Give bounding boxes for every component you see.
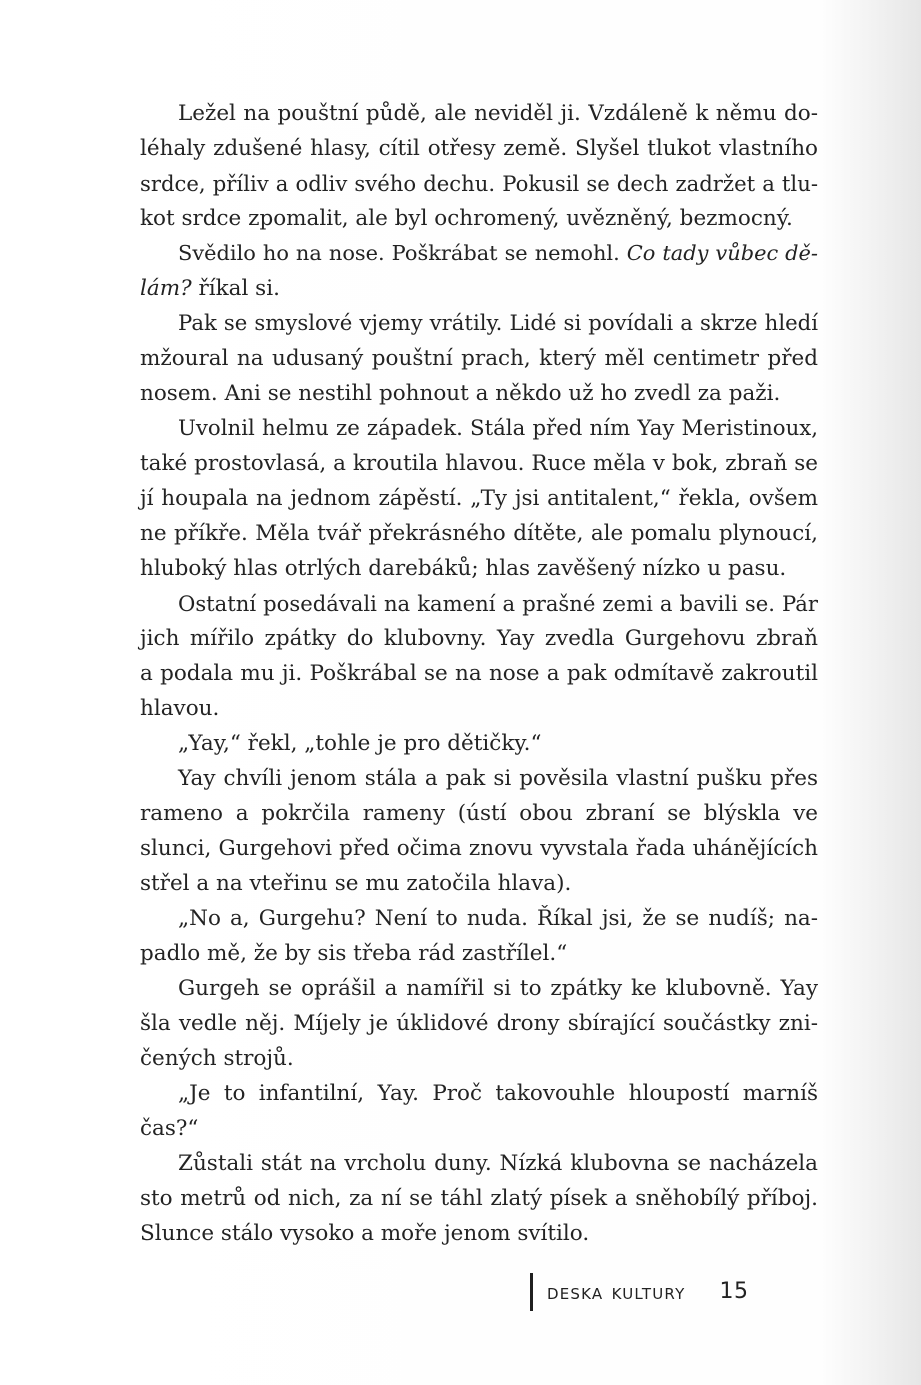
text-line: „Yay,“ řekl, „tohle je pro dětičky.“ bbox=[178, 731, 542, 756]
paragraph bbox=[140, 1076, 818, 1146]
italic-text: lám? bbox=[140, 276, 192, 301]
text-line bbox=[140, 271, 818, 306]
text-line: padlo mě, že by sis třeba rád zastřílel.“ bbox=[140, 941, 568, 966]
text-line bbox=[140, 236, 818, 271]
text-line: srdce, příliv a odliv svého dechu. Pokusil se dech zadržet a tlu- bbox=[140, 171, 818, 196]
paragraph bbox=[140, 726, 818, 761]
running-title: deska kultury bbox=[547, 1279, 686, 1305]
text-line: Ostatní posedávali na kamení a prašné zemi a bavili se. Pár bbox=[178, 591, 818, 616]
text-line: čených strojů. bbox=[140, 1046, 294, 1071]
paragraph bbox=[140, 901, 818, 971]
page-number: 15 bbox=[719, 1279, 749, 1304]
text-line: sto metrů od nich, za ní se táhl zlatý písek a sněhobílý příboj. bbox=[140, 1186, 818, 1211]
text-run: říkal si. bbox=[198, 276, 280, 301]
footer-divider bbox=[530, 1273, 533, 1311]
text-line: Ležel na pouštní půdě, ale neviděl ji. Vzdáleně k němu do- bbox=[178, 101, 818, 126]
paragraph bbox=[140, 236, 818, 306]
text-line: šla vedle něj. Míjely je úklidové drony sbírající součástky zni- bbox=[140, 1011, 818, 1036]
text-line: Uvolnil helmu ze západek. Stála před ním Yay Meristinoux, bbox=[178, 416, 818, 441]
paragraph bbox=[140, 971, 818, 1076]
text-line: Slunce stálo vysoko a moře jenom svítilo. bbox=[140, 1221, 590, 1246]
running-footer bbox=[530, 1274, 749, 1310]
text-line: a podala mu ji. Poškrábal se na nose a pak odmítavě zakroutil bbox=[140, 661, 818, 686]
text-line: jich mířilo zpátky do klubovny. Yay zvedla Gurgehovu zbraň bbox=[140, 626, 818, 651]
text-line: ne příkře. Měla tvář překrásného dítěte, ale pomalu plynoucí, bbox=[140, 521, 818, 546]
text-line: „Je to infantilní, Yay. Proč takovouhle hloupostí marníš bbox=[178, 1081, 818, 1106]
text-run: Svědilo ho na nose. Poškrábat se nemohl. bbox=[178, 241, 620, 265]
text-line: mžoural na udusaný pouštní prach, který měl centimetr před bbox=[140, 346, 818, 371]
text-line: hlavou. bbox=[140, 696, 220, 721]
paragraph bbox=[140, 761, 818, 901]
text-line: kot srdce zpomalit, ale byl ochromený, uvězněný, bezmocný. bbox=[140, 206, 793, 231]
paragraph bbox=[140, 411, 818, 586]
text-line: rameno a pokrčila rameny (ústí obou zbraní se blýskla ve bbox=[140, 801, 818, 826]
paragraph bbox=[140, 586, 818, 726]
text-line: Yay chvíli jenom stála a pak si pověsila vlastní pušku přes bbox=[178, 766, 818, 791]
text-line: Pak se smyslové vjemy vrátily. Lidé si povídali a skrze hledí bbox=[178, 311, 818, 336]
text-line: hluboký hlas otrlých darebáků; hlas zavěšený nízko u pasu. bbox=[140, 556, 787, 581]
text-line: jí houpala na jednom zápěstí. „Ty jsi antitalent,“ řekla, ovšem bbox=[140, 486, 818, 511]
paragraph bbox=[140, 306, 818, 411]
text-line: nosem. Ani se nestihl pohnout a někdo už ho zvedl za paži. bbox=[140, 381, 781, 406]
text-line: čas?“ bbox=[140, 1116, 199, 1141]
text-line: také prostovlasá, a kroutila hlavou. Ruce měla v bok, zbraň se bbox=[140, 451, 818, 476]
italic-text: Co tady vůbec dě- bbox=[626, 241, 818, 265]
text-line: střel a na vteřinu se mu zatočila hlava). bbox=[140, 871, 572, 896]
text-line: slunci, Gurgehovi před očima znovu vyvstala řada uhánějících bbox=[140, 836, 818, 861]
text-line: Gurgeh se oprášil a namířil si to zpátky ke klubovně. Yay bbox=[178, 976, 818, 1001]
paragraph bbox=[140, 96, 818, 236]
paragraph bbox=[140, 1146, 818, 1251]
body-text bbox=[140, 96, 818, 1251]
text-line: Zůstali stát na vrcholu duny. Nízká klubovna se nacházela bbox=[178, 1151, 818, 1176]
text-line: léhaly zdušené hlasy, cítil otřesy země. Slyšel tlukot vlastního bbox=[140, 136, 818, 161]
text-line: „No a, Gurgehu? Není to nuda. Říkal jsi, že se nudíš; na- bbox=[178, 906, 818, 931]
